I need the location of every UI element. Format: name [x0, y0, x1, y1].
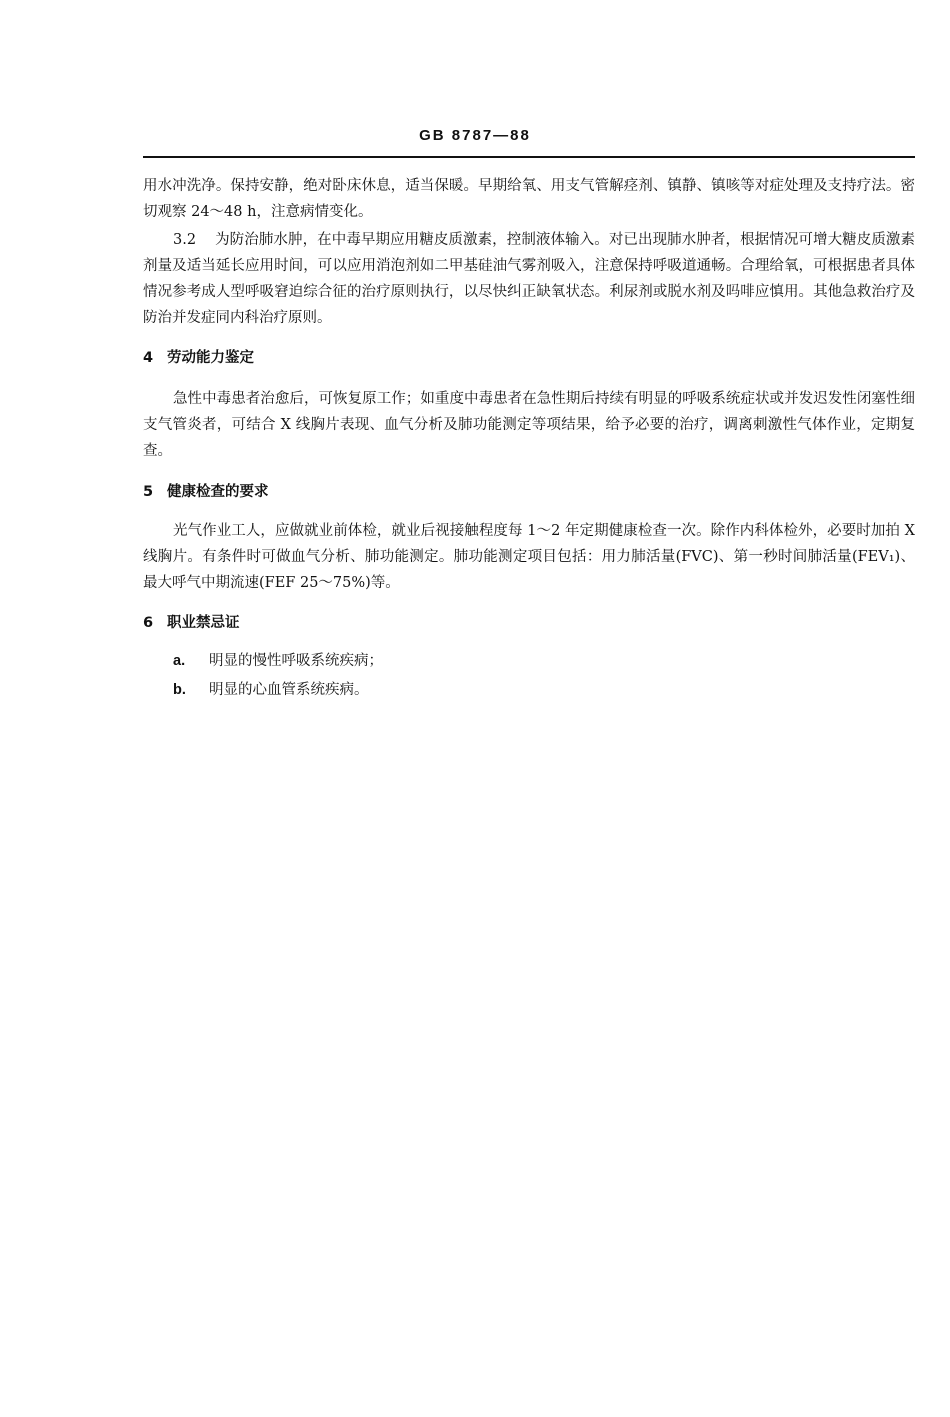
- list-item-marker: b.: [173, 682, 186, 698]
- list-item: [173, 651, 383, 671]
- section-5-heading: [143, 482, 269, 502]
- list-item-text: 明显的心血管系统疾病。: [209, 682, 369, 698]
- list-item-text: 明显的慢性呼吸系统疾病；: [209, 653, 383, 669]
- list-item-marker: a.: [173, 653, 186, 669]
- section-4-number: 4: [143, 350, 154, 366]
- section-3-continuation: 用水冲洗净。保持安静，绝对卧床休息，适当保暖。早期给氧、用支气管解痉剂、镇静、镇咳等对症处理及支持疗法。密切观察 24～48 h，注意病情变化。: [143, 178, 915, 220]
- section-5-title: 健康检查的要求: [167, 484, 269, 500]
- section-4-heading: [143, 348, 254, 368]
- section-5-paragraph: 光气作业工人，应做就业前体检，就业后视接触程度每 1～2 年定期健康检查一次。除作内科体检外，必要时加拍 X 线胸片。有条件时可做血气分析、肺功能测定。肺功能测定项目包括：用力肺活量(FVC)、第一秒时间肺活量(FEV₁)、最大呼气中期流速(FEF 25～75%)等。: [143, 523, 915, 591]
- section-3-2-text: 为防治肺水肿，在中毒早期应用糖皮质激素，控制液体输入。对已出现肺水肿者，根据情况可增大糖皮质激素剂量及适当延长应用时间，可以应用消泡剂如二甲基硅油气雾剂吸入，注意保持呼吸道通畅。合理给氧，可根据患者具体情况参考成人型呼吸窘迫综合征的治疗原则执行，以尽快纠正缺氧状态。利尿剂或脱水剂及吗啡应慎用。其他急救治疗及防治并发症同内科治疗原则。: [143, 232, 915, 326]
- section-6-title: 职业禁忌证: [167, 615, 240, 631]
- section-3-2-paragraph: [143, 227, 915, 331]
- section-6-heading: [143, 613, 240, 633]
- section-5-number: 5: [143, 484, 154, 500]
- document-code-header: GB 8787—88: [419, 127, 531, 144]
- header-rule: [143, 156, 915, 158]
- section-6-number: 6: [143, 615, 154, 631]
- list-item: [173, 680, 369, 700]
- section-4-paragraph: 急性中毒患者治愈后，可恢复原工作；如重度中毒患者在急性期后持续有明显的呼吸系统症状或并发迟发性闭塞性细支气管炎者，可结合 X 线胸片表现、血气分析及肺功能测定等项结果，给予必要的治疗，调离刺激性气体作业，定期复查。: [143, 391, 915, 459]
- section-4-title: 劳动能力鉴定: [167, 350, 254, 366]
- section-3-2-number: 3.2: [173, 232, 197, 248]
